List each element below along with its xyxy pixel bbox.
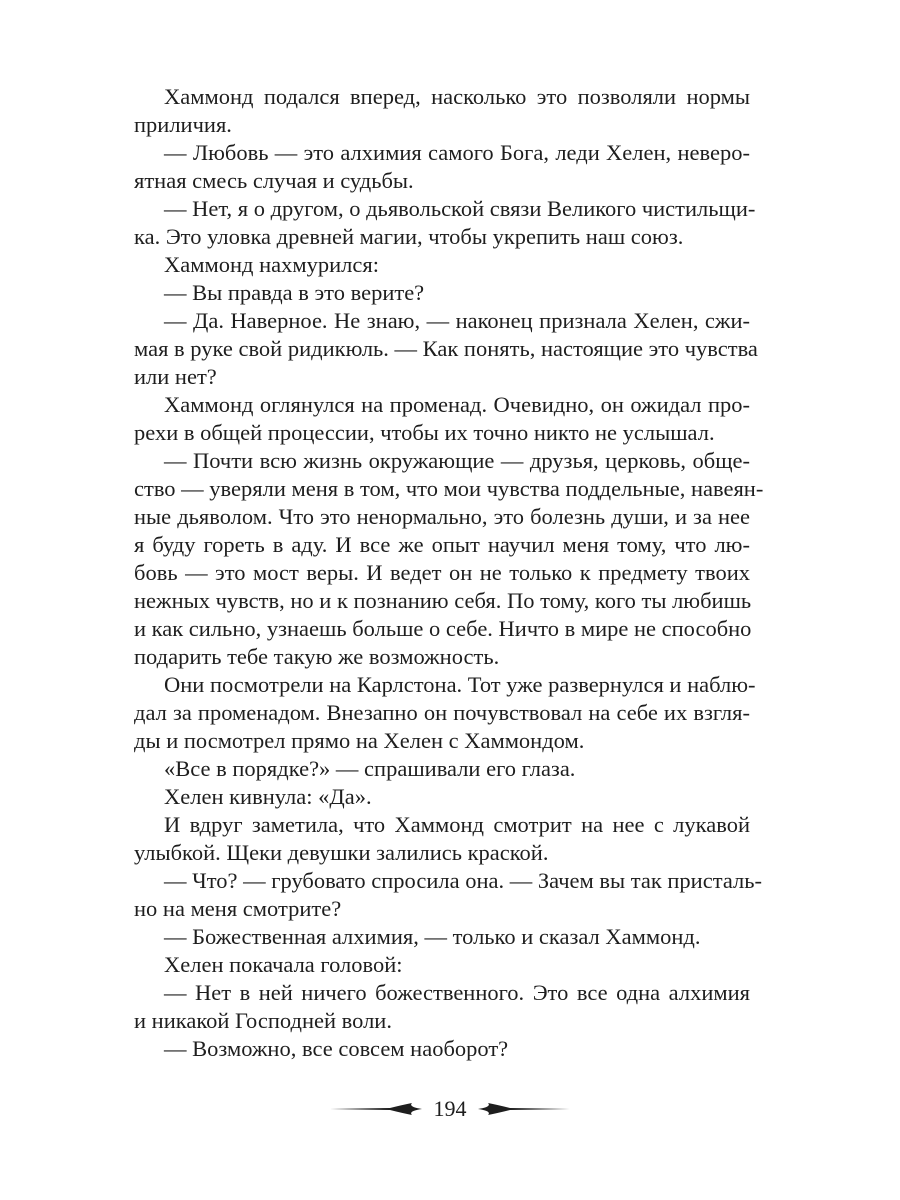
text-line: но на меня смотрите? bbox=[134, 896, 342, 921]
text-line: — Нет, я о другом, о дьявольской связи Великого чистильщи- bbox=[164, 196, 756, 221]
text-line: И вдруг заметила, что Хаммонд смотрит на нее с лукавой bbox=[164, 812, 750, 837]
text-line: дал за променадом. Внезапно он почувствовал на себе их взгля- bbox=[134, 700, 750, 725]
text-line: ка. Это уловка древней магии, чтобы укрепить наш союз. bbox=[134, 224, 684, 249]
text-line: — Вы правда в это верите? bbox=[164, 280, 425, 305]
text-line: и никакой Господней воли. bbox=[134, 1008, 392, 1033]
text-line: Хаммонд оглянулся на променад. Очевидно, он ожидал про- bbox=[164, 392, 750, 417]
text-line: Хелен кивнула: «Да». bbox=[164, 784, 372, 809]
text-line: — Божественная алхимия, — только и сказал Хаммонд. bbox=[164, 924, 701, 949]
text-line: приличия. bbox=[134, 112, 232, 137]
text-line: «Все в порядке?» — спрашивали его глаза. bbox=[164, 756, 576, 781]
text-line: — Да. Наверное. Не знаю, — наконец признала Хелен, сжи- bbox=[164, 308, 750, 333]
text-line: бовь — это мост веры. И ведет он не только к предмету твоих bbox=[134, 560, 750, 585]
text-line: ные дьяволом. Что это ненормально, это болезнь души, и за нее bbox=[134, 504, 750, 529]
text-line: Они посмотрели на Карлстона. Тот уже развернулся и наблю- bbox=[164, 672, 756, 697]
text-line: Хаммонд подался вперед, насколько это позволяли нормы bbox=[164, 84, 750, 109]
page-text bbox=[134, 83, 764, 1063]
text-line: — Любовь — это алхимия самого Бога, леди Хелен, неверо- bbox=[164, 140, 750, 165]
text-line: Хелен покачала головой: bbox=[164, 952, 403, 977]
text-line: — Нет в ней ничего божественного. Это все одна алхимия bbox=[164, 980, 750, 1005]
text-line: ды и посмотрел прямо на Хелен с Хаммондом. bbox=[134, 728, 585, 753]
text-line: улыбкой. Щеки девушки залились краской. bbox=[134, 840, 549, 865]
text-line: ятная смесь случая и судьбы. bbox=[134, 168, 414, 193]
text-line: — Что? — грубовато спросила она. — Зачем вы так присталь- bbox=[164, 868, 762, 893]
text-line: ство — уверяли меня в том, что мои чувства поддельные, навеян- bbox=[134, 476, 764, 501]
text-line: подарить тебе такую же возможность. bbox=[134, 644, 500, 669]
text-line: нежных чувств, но и к познанию себя. По тому, кого ты любишь bbox=[134, 588, 752, 613]
page-footer bbox=[330, 1094, 570, 1124]
text-line: я буду гореть в аду. И все же опыт научил меня тому, что лю- bbox=[134, 532, 750, 557]
text-line: рехи в общей процессии, чтобы их точно никто не услышал. bbox=[134, 420, 715, 445]
page-number: 194 bbox=[433, 1096, 467, 1121]
text-line: мая в руке свой ридикюль. — Как понять, настоящие это чувства bbox=[134, 336, 758, 361]
text-line: — Возможно, все совсем наоборот? bbox=[164, 1036, 509, 1061]
right-ornament-icon bbox=[478, 1102, 570, 1116]
text-line: и как сильно, узнаешь больше о себе. Ничто в мире не способно bbox=[134, 616, 752, 641]
text-line: или нет? bbox=[134, 364, 217, 389]
text-line: Хаммонд нахмурился: bbox=[164, 252, 379, 277]
text-line: — Почти всю жизнь окружающие — друзья, церковь, обще- bbox=[164, 448, 750, 473]
